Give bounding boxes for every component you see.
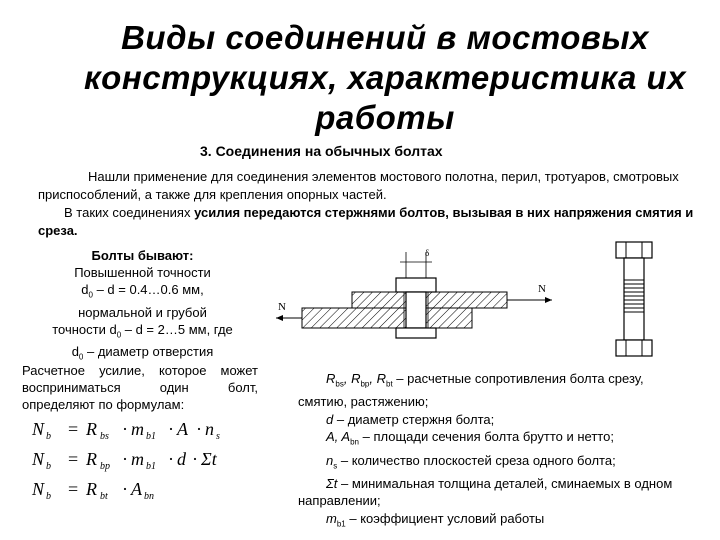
- lower-plate: [302, 308, 472, 328]
- bolt-side-nut: [616, 340, 652, 356]
- svg-text:·: ·: [122, 419, 128, 439]
- svg-text:m: m: [131, 419, 144, 439]
- legend-line: $n_s$ – количество плоскостей среза одного болта;: [326, 452, 616, 471]
- bolt-types-line: Повышенной точности: [74, 265, 211, 280]
- formulas: [30, 415, 290, 510]
- svg-text:b: b: [46, 491, 51, 502]
- bolt-side-view: [610, 238, 658, 360]
- page-title: Виды соединений в мостовых конструкциях, характеристика их работы: [83, 19, 687, 136]
- formula-1: [31, 419, 220, 442]
- legend-line: Σt – минимальная толщина деталей, сминаемых в одном направлении;: [298, 475, 673, 509]
- bolt-types-block: [30, 247, 255, 366]
- bolt-side-shank: [624, 258, 644, 340]
- formula-2: [31, 449, 218, 472]
- svg-text:bp: bp: [100, 461, 110, 472]
- svg-text:s: s: [216, 431, 220, 442]
- bolt-side-head: [616, 242, 652, 258]
- svg-text:N: N: [32, 419, 45, 439]
- svg-text:N: N: [32, 449, 45, 469]
- svg-text:·: ·: [192, 449, 198, 469]
- svg-text:·: ·: [168, 419, 174, 439]
- svg-text:n: n: [205, 419, 214, 439]
- svg-text:bt: bt: [100, 491, 108, 502]
- left-force-label: N: [278, 301, 286, 313]
- svg-text:m: m: [131, 449, 144, 469]
- legend-line: d – диаметр стержня болта;: [326, 411, 495, 427]
- svg-text:A: A: [177, 419, 188, 439]
- legend-line: $R_{bs}$, $R_{bp}$, $R_{bt}$ – расчетные сопротивления болта срезу, смятию, растяжению;: [298, 371, 644, 410]
- intro-paragraph-2: В таких соединениях усилия передаются стержнями болтов, вызывая в них напряжения смятия и среза.: [38, 205, 694, 238]
- svg-text:·: ·: [196, 419, 202, 439]
- bolt-head: [396, 278, 436, 292]
- svg-text:N: N: [32, 479, 45, 499]
- svg-text:=: =: [68, 479, 79, 499]
- svg-text:·: ·: [168, 449, 174, 469]
- bolt-types-line: $d_0$ – диаметр отверстия: [71, 344, 214, 362]
- svg-text:A: A: [131, 479, 142, 499]
- svg-text:b1: b1: [146, 461, 156, 472]
- svg-text:d: d: [177, 449, 186, 469]
- svg-text:b: b: [46, 461, 51, 472]
- svg-text:b1: b1: [146, 431, 156, 442]
- legend-line: $m_{b1}$ – коэффициент условий работы: [326, 510, 545, 529]
- bolted-joint-diagram: [272, 248, 562, 358]
- legend-text: [298, 370, 690, 533]
- right-force-label: N: [538, 283, 546, 295]
- intro-bold-text: усилия передаются стержнями болтов, вызывая в них напряжения смятия и среза.: [38, 205, 694, 238]
- bolt-types-line: нормальной и грубой: [78, 304, 207, 320]
- svg-text:=: =: [68, 449, 79, 469]
- calc-text: Расчетное усилие, которое может восприниматься один болт, определяют по формулам:: [22, 363, 258, 412]
- svg-text:·: ·: [122, 479, 128, 499]
- section-heading: 3. Соединения на обычных болтах: [200, 143, 443, 159]
- intro-text: [38, 168, 698, 240]
- svg-text:=: =: [68, 419, 79, 439]
- intro-paragraph-1: Нашли применение для соединения элементов мостового полотна, перил, тротуаров, смотровых приспособлений, а также для крепления опорных частей.: [38, 169, 679, 202]
- svg-text:bs: bs: [100, 431, 109, 442]
- bolt-types-line: точности $d_0$ – d = 2…5 мм, где: [52, 321, 233, 340]
- bolt-nut: [396, 328, 436, 338]
- svg-text:R: R: [86, 419, 97, 439]
- bolt-types-heading: Болты бывают:: [91, 248, 194, 263]
- svg-text:·: ·: [122, 449, 128, 469]
- svg-text:bn: bn: [144, 491, 154, 502]
- formula-3: [31, 479, 154, 502]
- upper-plate: [352, 292, 507, 308]
- svg-text:b: b: [46, 431, 51, 442]
- bolt-types-line: $d_0$ – d = 0.4…0.6 мм,: [81, 282, 204, 300]
- delta-label: δ: [425, 248, 430, 258]
- svg-text:R: R: [86, 449, 97, 469]
- svg-text:Σt: Σt: [201, 449, 217, 469]
- svg-text:R: R: [86, 479, 97, 499]
- bolt-shank: [406, 292, 426, 328]
- legend-line: A, $A_{bn}$ – площади сечения болта брутто и нетто;: [326, 429, 614, 447]
